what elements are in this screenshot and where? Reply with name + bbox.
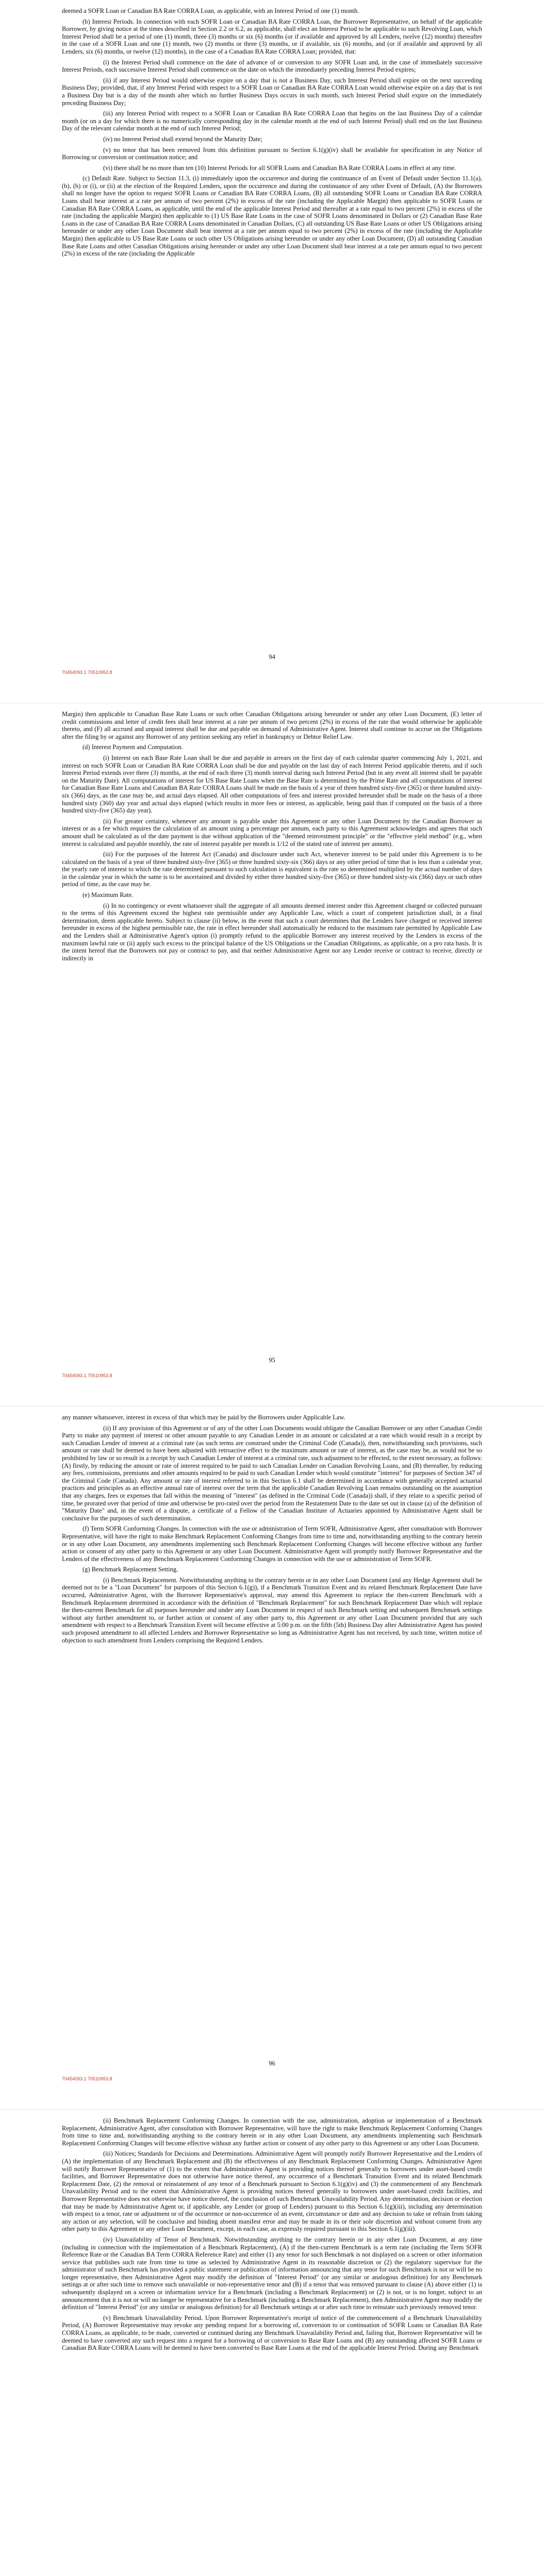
paragraph: (i) the Interest Period shall commence on the date of advance of or conversion to any SOFR Loan and, in the case of immediately successive Interest Periods, each successive Interest Period shall commence on the date on which the immediately preceding Interest Period expires; — [62, 58, 482, 74]
paragraph: (e) Maximum Rate. — [83, 891, 134, 899]
paragraph: (vi) there shall be no more than ten (10) Interest Periods for all SOFR Loans and Canadian BA Rate CORRA Loans in effect at any time. — [103, 164, 456, 172]
page-95 — [0, 703, 544, 1406]
document-id: 70454093.1 70510953.8 — [62, 670, 112, 675]
page-96 — [0, 1406, 544, 2110]
paragraph: (b) Interest Periods. In connection with each SOFR Loan or Canadian BA Rate CORRA Loan, the Borrower Representative, on behalf of the applicable Borrower, by giving notice at the times described in Section 2.2 or 6.2, as applicable, shall elect an Interest Period to be applicable to such Revolving Loan, which Interest Period shall be a period of one (1) month, three (3) months or six (6) months (or if available and approved by all Lenders, twelve (12) months) thereafter in the case of a SOFR Loan and one (1) month, two (2) months or three (3) months, or if available, six (6) months, and (or if available and approved by all Lenders, six (6) months, or twelve (12) months), in the case of a Canadian BA Rate CORRA Loan; provided, that: — [62, 18, 482, 55]
paragraph: (d) Interest Payment and Computation. — [83, 743, 183, 751]
page-97 — [0, 2110, 544, 2576]
paragraph: any manner whatsoever, interest in excess of that which may be paid by the Borrowers under Applicable Law. — [62, 1414, 345, 1421]
paragraph: (iii) For the purposes of the Interest Act (Canada) and disclosure under such Act, whenever interest to be paid under this Agreement is to be calculated on the basis of a year of three hundred sixty-five (365) or three hundred sixty-six (366) days or any other period of time that is less than a calendar year, the yearly rate of interest to which the rate determined pursuant to such calculation is equivalent is the rate so determined multiplied by the actual number of days in the calendar year in which the same is to be ascertained and divided by either three hundred sixty-five (365) or three hundred sixty-six (366) days or such other period of time, as the case may be. — [62, 851, 482, 888]
document-id: 70454093.1 70510953.8 — [62, 2076, 112, 2081]
paragraph: (c) Default Rate. Subject to Section 11.3, (i) immediately upon the occurrence and during the continuance of an Event of Default under Section 11.1(a), (b), (h) or (i), or (ii) at the election of the Required Lenders, upon the occurrence and during the continuance of any other Event of Default, (A) the Borrowers shall no longer have the option to request SOFR Loans or Canadian BA Rate CORRA Loans, (B) all outstanding SOFR Loans or Canadian BA Rate CORRA Loans shall bear interest at a rate per annum of two percent (2%) in excess of the rate (including the Applicable Margin) then applicable to SOFR Loans or Canadian BA Rate CORRA Loans, as applicable, until the end of the applicable Interest Period and thereafter at a rate equal to two percent (2%) in excess of the rate (including the applicable Margin) then applicable to (1) US Base Rate Loans in the case of SOFR Loans denominated in Dollars or (2) Canadian Base Rate Loans in the case of Canadian BA Rate CORRA Loans denominated in Canadian Dollars, (C) all outstanding US Base Rate Loans or other US Obligations arising hereunder or under any other Loan Document shall bear interest at a rate per annum equal to two percent (2%) in excess of the rate (including the Applicable Margin) then applicable to US Base Rate Loans or such other US Obligations arising hereunder or under any other Loan Document, (D) all outstanding Canadian Base Rate Loans and other Canadian Obligations arising hereunder or under any other Loan Document shall bear interest at a rate per annum equal to two percent (2%) in excess of the rate (including the Applicable — [62, 175, 482, 258]
page-number: 94 — [269, 653, 275, 660]
paragraph: (i) Benchmark Replacement. Notwithstanding anything to the contrary herein or in any other Loan Document (and any Hedge Agreement shall be deemed not to be a "Loan Document" for purposes of this Section 6.1(g)), if a Benchmark Transition Event and its related Benchmark Replacement Date have occurred, Administrative Agent, with the Borrower Representative's approval, may amend this Agreement to replace the then-current Benchmark with a Benchmark Replacement determined in accordance with the definition of "Benchmark Replacement" for such Benchmark Replacement Date which will replace the then-current Benchmark for all purposes hereunder and under any Loan Document in respect of such Benchmark setting and subsequent Benchmark settings without any further amendment to, or further action or consent of any other party to, this Agreement or any other Loan Document provided that any such amendment with respect to a Benchmark Transition Event will become effective at 5:00 p.m. on the fifth (5th) Business Day after Administrative Agent has posted such proposed amendment to all affected Lenders and Borrower Representative so long as Administrative Agent has not received, by such time, written notice of objection to such amendment from Lenders comprising the Required Lenders. — [62, 1576, 482, 1644]
paragraph: (ii) Benchmark Replacement Conforming Changes. In connection with the use, administration, adoption or implementation of a Benchmark Replacement, Administrative Agent, after consultation with Borrower Representative, will have the right to make Benchmark Replacement Conforming Changes from time to time and, notwithstanding anything to the contrary herein or in any other Loan Document, any amendments implementing such Benchmark Replacement Conforming Changes will become effective without any further action or consent of any other party to this Agreement or any other Loan Document. — [62, 2117, 482, 2147]
document-id: 70454093.1 70510953.8 — [62, 1373, 112, 1378]
paragraph: (ii) For greater certainty, whenever any amount is payable under this Agreement or any other Loan Document by the Canadian Borrower as interest or as a fee which requires the calculation of an amount using a percentage per annum, each party to this Agreement acknowledges and agrees that such amount shall be calculated as of the date payment is due without application of the "deemed reinvestment principle" or the "effective yield method" (e.g., when interest is calculated and payable monthly, the rate of interest payable per month is 1/12 of the stated rate of interest per annum). — [62, 817, 482, 848]
paragraph: (v) no tenor that has been removed from this definition pursuant to Section 6.1(g)(iv) shall be available for specification in any Notice of Borrowing or conversion or continuation notice; and — [62, 146, 482, 161]
page-number: 96 — [269, 2060, 275, 2067]
paragraph: (g) Benchmark Replacement Setting. — [83, 1566, 178, 1573]
paragraph: (i) In no contingency or event whatsoever shall the aggregate of all amounts deemed interest under this Agreement charged or collected pursuant to the terms of this Agreement exceed the highest rate permissible under any Applicable Law, which a court of competent jurisdiction shall, in a final determination, deem applicable hereto. Subject to clause (ii) below, in the event that such a court determines that the Lenders have charged or received interest hereunder in excess of the highest permissible rate, the rate in effect hereunder shall automatically be reduced to the maximum rate permitted by Applicable Law and the Lenders shall at Administrative Agent's option (i) promptly refund to the applicable Borrower any interest received by the Lenders in excess of the maximum lawful rate or (ii) apply such excess to the principal balance of the US Obligations or the Canadian Obligations, as applicable, on a pro rata basis. It is the intent hereof that the Borrowers not pay or contract to pay, and that neither Administrative Agent nor any Lender receive or contract to receive, directly or indirectly in — [62, 902, 482, 962]
paragraph: (i) Interest on each Base Rate Loan shall be due and payable in arrears on the first day of each calendar quarter commencing July 1, 2021, and interest on each SOFR Loan or Canadian BA Rate CORRA Loan shall be due and payable on the last day of each Interest Period applicable thereto, and if such Interest Period extends over three (3) months, at the end of each three (3) month interval during such Interest Period (but in any event all interest shall be payable on the Maturity Date). All computations of interest for US Base Rate Loans when the Base Rate is determined by the Prime Rate and all computations of interest for Canadian Base Rate Loans and Canadian BA Rate CORRA Loans shall be made on the basis of a year of three hundred sixty-five (365) or three hundred sixty-six (366) days, as the case may be, and actual days elapsed. All other computations of fees and interest provided hereunder shall be made on the basis of a three hundred sixty (360) day year and actual days elapsed (which results in more fees or interest, as applicable, being paid than if computed on the basis of a three hundred sixty-five (365) day year). — [62, 754, 482, 815]
paragraph: (iii) Notices; Standards for Decisions and Determinations. Administrative Agent will promptly notify Borrower Representative and the Lenders of (A) the implementation of any Benchmark Replacement and (B) the effectiveness of any Benchmark Replacement Conforming Changes. Administrative Agent will notify Borrower Representative of (1) to the extent that Administrative Agent is providing notices thereof generally to borrowers under asset-based credit facilities, and Borrower Representative does not otherwise have notice thereof, any occurrence of a Benchmark Transition Event and its related Benchmark Replacement Date, (2) the removal or reinstatement of any tenor of a Benchmark pursuant to Section 6.1(g)(iv) and (3) the commencement of any Benchmark Unavailability Period and to the extent that Administrative Agent is providing notices thereof generally to borrowers under asset-based credit facilities, and Borrower Representative does not otherwise have notice thereof, the conclusion of such Benchmark Unavailability Period. Any determination, decision or election that may be made by Administrative Agent or, if applicable, any Lender (or group of Lenders) pursuant to this Section 6.1(g)(iii), including any determination with respect to a tenor, rate or adjustment or of the occurrence or non-occurrence of an event, circumstance or date and any decision to take or refrain from taking any action or any selection, will be conclusive and binding absent manifest error and may be made in its or their sole discretion and without consent from any other party to this Agreement or any other Loan Document, except, in each case, as expressly required pursuant to this Section 6.1(g)(iii). — [62, 2150, 482, 2233]
paragraph: deemed a SOFR Loan or Canadian BA Rate CORRA Loan, as applicable, with an Interest Period of one (1) month. — [62, 7, 359, 14]
paragraph: (ii) if any Interest Period would otherwise expire on a day that is not a Business Day, such Interest Period shall expire on the next succeeding Business Day; provided, that, if any Interest Period with respect to a SOFR Loan or Canadian BA Rate CORRA Loan would otherwise expire on a day that is not a Business Day but is a day of the month after which no further Business Days occurs in such month, such Interest Period shall expire on the immediately preceding Business Day; — [62, 76, 482, 107]
paragraph: (ii) If any provision of this Agreement or of any of the other Loan Documents would obligate the Canadian Borrower or any other Canadian Credit Party to make any payment of interest or other amount payable to any Canadian Lender in an amount or calculated at a rate which would result in a receipt by such Canadian Lender of interest at a criminal rate (as such terms are construed under the Criminal Code (Canada)), then, notwithstanding such provisions, such amount or rate shall be deemed to have been adjusted with retroactive effect to the maximum amount or rate of interest, as the case may be, as would not be so prohibited by law or so result in a receipt by such Canadian Lender of interest at a criminal rate, such adjustment to be effected, to the extent necessary, as follows: (A) firstly, by reducing the amount or rate of interest required to be paid to such Canadian Lender on Canadian Revolving Loans, and (B) thereafter, by reducing any fees, commissions, premiums and other amounts required to be paid to such Canadian Lender which would constitute "interest" for purposes of Section 347 of the Criminal Code (Canada). Any amount or rate of interest referred to in this Section 6.1 shall be determined in accordance with generally accepted actuarial practices and principles as an effective annual rate of interest over the term that the applicable Canadian Revolving Loan remains outstanding on the assumption that any charges, fees or expenses that fall within the meaning of "interest" (as defined in the Criminal Code (Canada)) shall, if they relate to a specific period of time, be prorated over that period of time and otherwise be pro-rated over the period from the Restatement Date to the date set out in clause (a) of the definition of "Maturity Date" and, in the event of a dispute, a certificate of a Fellow of the Canadian Institute of Actuaries appointed by Administrative Agent shall be conclusive for the purposes of such determination. — [62, 1424, 482, 1522]
paragraph: Margin) then applicable to Canadian Base Rate Loans or such other Canadian Obligations arising hereunder or under any other Loan Document, (E) letter of credit commissions and letter of credit fees shall bear interest at a rate per annum of two percent (2%) in excess of the rate that would otherwise be applicable thereto, and (F) all accrued and unpaid interest shall be due and payable on demand of Administrative Agent. Interest shall continue to accrue on the Obligations after the filing by or against any Borrower of any petition seeking any relief in bankruptcy or Debtor Relief Law. — [62, 710, 482, 740]
paragraph: (v) Benchmark Unavailability Period. Upon Borrower Representative's receipt of notice of the commencement of a Benchmark Unavailability Period, (A) Borrower Representative may revoke any pending request for a borrowing of, conversion to or continuation of SOFR Loans or Canadian BA Rate CORRA Loans, as applicable, to be made, converted or continued during any Benchmark Unavailability Period and, failing that, Borrower Representative will be deemed to have converted any such request into a request for a borrowing of or conversion to Base Rate Loans and (B) any outstanding affected SOFR Loans or Canadian BA Rate CORRA Loans will be deemed to have been converted to Base Rate Loans at the end of the applicable Interest Period. During any Benchmark — [62, 2314, 482, 2352]
paragraph: (f) Term SOFR Conforming Changes. In connection with the use or administration of Term SOFR, Administrative Agent, after consultation with Borrower Representative, will have the right to make Benchmark Replacement Conforming Changes from time to time and, notwithstanding anything to the contrary herein or in any other Loan Document, any amendments implementing such Benchmark Replacement Conforming Changes will become effective without any further action or consent of any other party to this Agreement or any other Loan Document. Administrative Agent will promptly notify Borrower Representative and the Lenders of the effectiveness of any Benchmark Replacement Conforming Changes in connection with the use or administration of Term SOFR. — [62, 1525, 482, 1563]
paragraph: (iv) Unavailability of Tenor of Benchmark. Notwithstanding anything to the contrary herein or in any other Loan Document, at any time (including in connection with the implementation of a Benchmark Replacement), (A) if the then-current Benchmark is a term rate (including the Term SOFR Reference Rate or the Canadian BA Term CORRA Reference Rate) and either (1) any tenor for such Benchmark is not displayed on a screen or other information service that publishes such rate from time to time as selected by Administrative Agent in its reasonable discretion or (2) the regulatory supervisor for the administrator of such Benchmark has provided a public statement or publication of information announcing that any tenor for such Benchmark is not or will be no longer representative, then Administrative Agent may modify the definition of "Interest Period" (or any similar or analogous definition) for any Benchmark settings at or after such time to remove such unavailable or non-representative tenor and (B) if a tenor that was removed pursuant to clause (A) above either (1) is subsequently displayed on a screen or information service for a Benchmark (including a Benchmark Replacement) or (2) is not, or is no longer, subject to an announcement that it is not or will no longer be representative for a Benchmark (including a Benchmark Replacement), then Administrative Agent may modify the definition of "Interest Period" (or any similar or analogous definition) for all Benchmark settings at or after such time to reinstate such previously removed tenor. — [62, 2235, 482, 2311]
paragraph: (iii) any Interest Period with respect to a SOFR Loan or Canadian BA Rate CORRA Loan that begins on the last Business Day of a calendar month (or on a day for which there is no numerically corresponding day in the calendar month at the end of such Interest Period) shall end on the last Business Day of the relevant calendar month at the end of such Interest Period; — [62, 110, 482, 132]
page-number: 95 — [269, 1357, 275, 1364]
page-94 — [0, 0, 544, 703]
paragraph: (iv) no Interest Period shall extend beyond the Maturity Date; — [103, 135, 262, 143]
